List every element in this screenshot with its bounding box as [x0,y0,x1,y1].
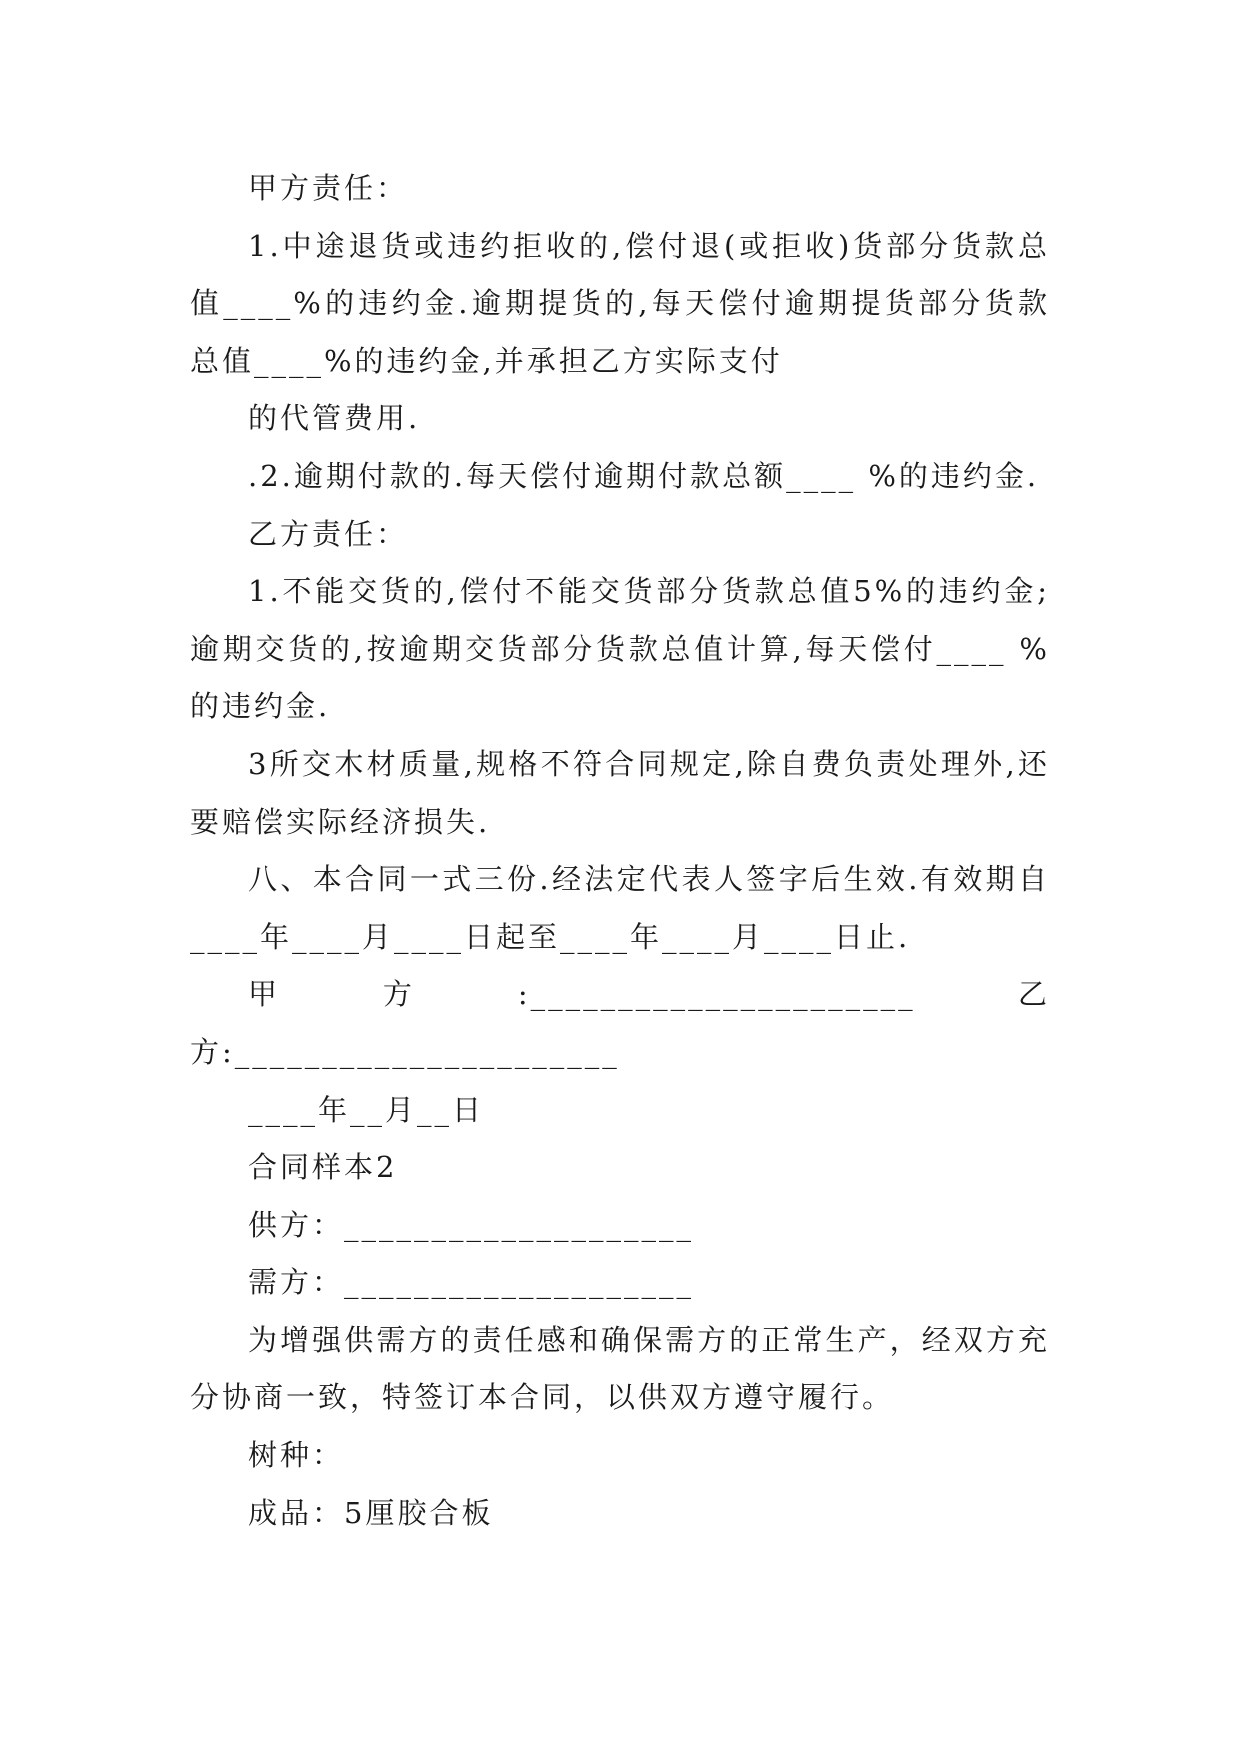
document-body [190,160,1050,1542]
party-b-responsibility-heading: 乙方责任： [248,516,409,551]
party-a-clause-1-continued: 的代管费用. [248,401,421,436]
party-b-clause-1: 1.不能交货的,偿付不能交货部分货款总值5%的违约金;逾期交货的,按逾期交货部分货款总值计算,每天偿付____ %的违约金. [190,574,1050,724]
party-a-responsibility-heading: 甲方责任： [248,171,409,205]
signature-line: 甲 方 :______________________ 乙方:______________________ [190,977,1050,1069]
buyer-line: 需方：____________________ [248,1265,695,1300]
contract-preamble: 为增强供需方的责任感和确保需方的正常生产，经双方充分协商一致，特签订本合同，以供双方遵守履行。 [190,1322,1050,1415]
party-a-clause-2: .2.逾期付款的.每天偿付逾期付款总额____ %的违约金. [248,458,1040,493]
party-b-clause-3: 3所交木材质量,规格不符合同规定,除自费负责处理外,还要赔偿实际经济损失. [190,746,1050,839]
contract-sample-2-title: 合同样本2 [248,1150,398,1185]
supplier-line: 供方：____________________ [248,1207,695,1242]
party-a-clause-1: 1.中途退货或违约拒收的,偿付退(或拒收)货部分货款总值____%的违约金.逾期提货的,每天偿付逾期提货部分货款总值____%的违约金,并承担乙方实际支付 [190,228,1050,378]
clause-eight: 八、本合同一式三份.经法定代表人签字后生效.有效期自____年____月____日起至____年____月____日止. [190,862,1050,954]
product-line: 成品：5厘胶合板 [248,1495,494,1530]
tree-species-line: 树种： [248,1438,345,1473]
date-line: ____年__月__日 [248,1092,485,1127]
